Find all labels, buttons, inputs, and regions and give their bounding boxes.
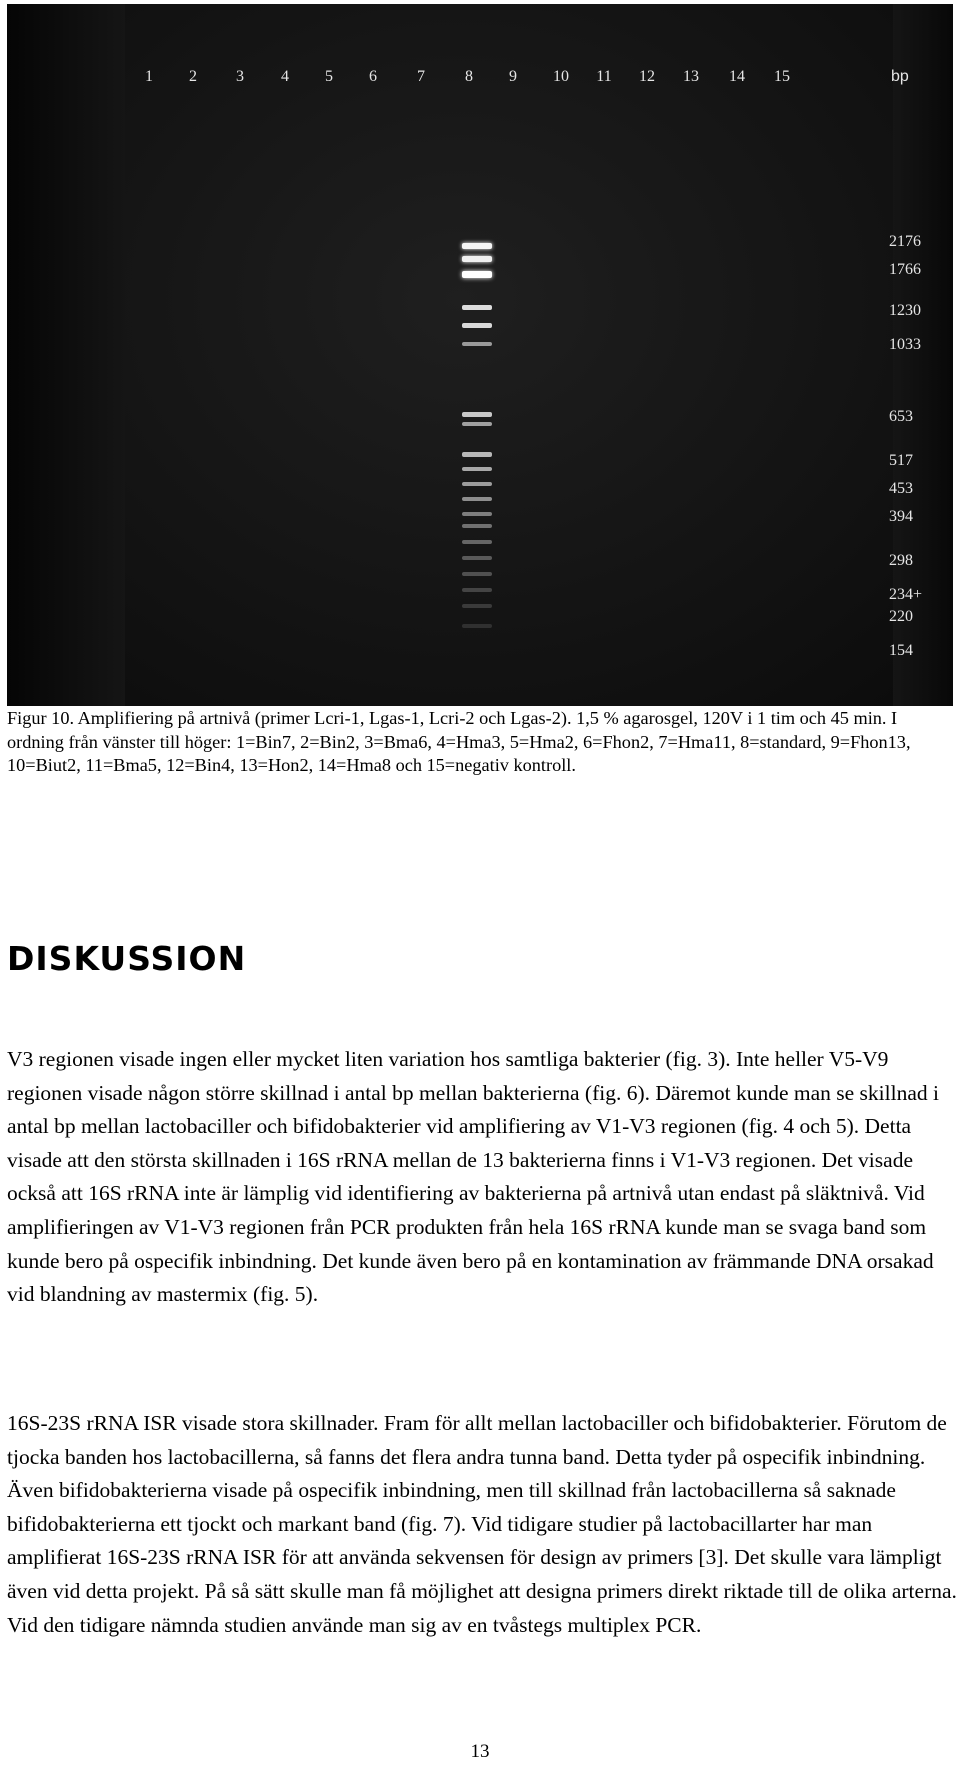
lane-label: 5 bbox=[325, 68, 333, 85]
ladder-band bbox=[462, 412, 492, 417]
lane-label: 7 bbox=[417, 68, 425, 85]
ladder-band bbox=[462, 588, 492, 592]
ladder-band bbox=[462, 482, 492, 486]
lane-label: 2 bbox=[189, 68, 197, 85]
marker-label: 220 bbox=[889, 608, 913, 625]
ladder-lane bbox=[462, 4, 492, 704]
marker-label: 234+ bbox=[889, 586, 923, 603]
ladder-band bbox=[462, 342, 492, 346]
paragraph: V3 regionen visade ingen eller mycket liten variation hos samtliga bakterier (fig. 3). Inte heller V5-V9 regionen visade någon större skillnad i antal bp mellan bakterierna (fig. 6). Däremot kunde man se skillnad i antal bp mellan lactobaciller och bifidobakterier vid amplifiering av V1-V3 regionen (fig. 4 och 5). Detta visade att den största skillnaden i 16S rRNA mellan de 13 bakterierna finns i V1-V3 regionen. Det visade också att 16S rRNA inte är lämplig vid identifiering av bakterierna på artnivå utan endast på släktnivå. Vid amplifieringen av V1-V3 regionen från PCR produkten från hela 16S rRNA kunde man se svaga band som kunde bero på ospecifik inbindning. Det kunde även bero på en kontamination av främmande DNA orsakad vid blandning av mastermix (fig. 5). bbox=[7, 1047, 939, 1307]
lane-label: 3 bbox=[236, 68, 244, 85]
figure-caption: Figur 10. Amplifiering på artnivå (primer Lcri-1, Lgas-1, Lcri-2 och Lgas-2). 1,5 % agarosgel, 120V i 1 tim och 45 min. I ordning från vänster till höger: 1=Bin7, 2=Bin2, 3=Bma6, 4=Hma3, 5=Hma2, 6=Fhon2, 7=Hma11, 8=standard, 9=Fhon13, 10=Biut2, 11=Bma5, 12=Bin4, 13=Hon2, 14=Hma8 och 15=negativ kontroll. bbox=[7, 708, 911, 776]
marker-label: 154 bbox=[889, 642, 913, 659]
lane-label: 10 bbox=[553, 68, 569, 85]
lane-label: 4 bbox=[281, 68, 289, 85]
ladder-band bbox=[462, 305, 492, 310]
marker-label: 1230 bbox=[889, 302, 921, 319]
marker-label: 1033 bbox=[889, 336, 921, 353]
marker-label: 653 bbox=[889, 408, 913, 425]
lane-label: 1 bbox=[145, 68, 153, 85]
ladder-band bbox=[462, 467, 492, 471]
ladder-band bbox=[462, 323, 492, 328]
lane-label: 12 bbox=[639, 68, 655, 85]
section-heading: DISKUSSION bbox=[7, 939, 247, 978]
lane-label: 11 bbox=[596, 68, 612, 85]
ladder-band bbox=[462, 422, 492, 426]
lane-label: 8 bbox=[465, 68, 473, 85]
ladder-band bbox=[462, 243, 492, 249]
ladder-band bbox=[462, 512, 492, 516]
marker-label: 394 bbox=[889, 508, 913, 525]
marker-label: 453 bbox=[889, 480, 913, 497]
marker-label: 298 bbox=[889, 552, 913, 569]
ladder-band bbox=[462, 572, 492, 576]
marker-label: 2176 bbox=[889, 233, 921, 250]
ladder-band bbox=[462, 497, 492, 501]
lane-label: 15 bbox=[774, 68, 790, 85]
lane-label: 13 bbox=[683, 68, 699, 85]
gel-edge-left bbox=[7, 4, 125, 706]
marker-label: 517 bbox=[889, 452, 913, 469]
paragraph: 16S-23S rRNA ISR visade stora skillnader. Fram för allt mellan lactobaciller och bifidobakterier. Förutom de tjocka banden hos lactobacillerna, så fanns det flera andra tunna band. Detta tyder på ospecifik inbindning. Även bifidobakterierna visade på ospecifik inbindning, men till skillnad från lactobacillerna så saknade bifidobakterierna ett tjockt och markant band (fig. 7). Vid tidigare studier på lactobacillarter har man amplifierat 16S-23S rRNA ISR för att använda sekvensen för design av primers [3]. Det skulle vara lämpligt även vid detta projekt. På så sätt skulle man få möjlighet att designa primers direkt riktade till de olika arterna. Vid den tidigare nämnda studien använde man sig av en tvåstegs multiplex PCR. bbox=[7, 1411, 957, 1637]
ladder-band bbox=[462, 271, 492, 278]
bp-header: bp bbox=[891, 68, 909, 85]
ladder-band bbox=[462, 452, 492, 457]
lane-label: 6 bbox=[369, 68, 377, 85]
ladder-band bbox=[462, 604, 492, 608]
ladder-band bbox=[462, 556, 492, 560]
lane-label: 9 bbox=[509, 68, 517, 85]
ladder-band bbox=[462, 540, 492, 544]
page-number: 13 bbox=[470, 1741, 490, 1762]
ladder-band bbox=[462, 624, 492, 628]
gel-image bbox=[7, 4, 953, 706]
ladder-band bbox=[462, 256, 492, 262]
marker-label: 1766 bbox=[889, 261, 921, 278]
lane-label: 14 bbox=[729, 68, 745, 85]
ladder-band bbox=[462, 524, 492, 528]
